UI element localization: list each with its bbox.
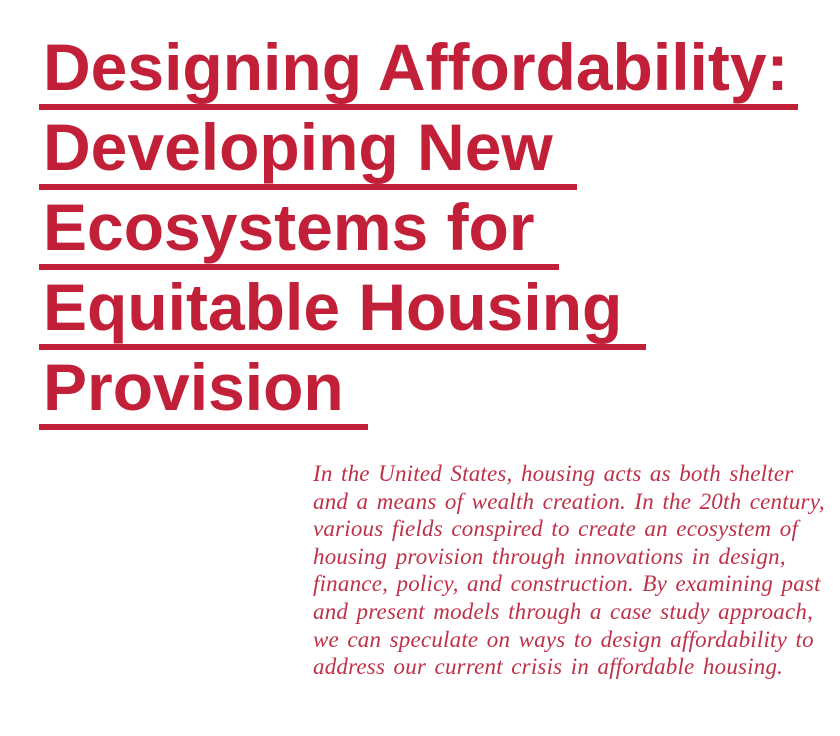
title-line-1: Designing Affordability: xyxy=(39,32,798,110)
intro-paragraph xyxy=(313,460,825,681)
paragraph-line: housing provision through innovations in design, xyxy=(313,543,786,569)
paragraph-line: various fields conspired to create an ecosystem of xyxy=(313,516,799,542)
title-line-2: Developing New xyxy=(39,112,577,190)
paragraph-line: In the United States, housing acts as both shelter xyxy=(313,461,794,486)
page-title xyxy=(43,32,798,432)
paragraph-line: address our current crisis in affordable housing. xyxy=(313,654,784,680)
title-line-5: Provision xyxy=(39,352,368,430)
paragraph-line: and a means of wealth creation. In the 20th century, xyxy=(313,488,825,514)
title-line-4: Equitable Housing xyxy=(39,272,646,350)
paragraph-line: we can speculate on ways to design affordability to xyxy=(313,626,814,652)
paragraph-line: finance, policy, and construction. By examining past xyxy=(313,571,821,597)
paragraph-line: and present models through a case study approach, xyxy=(313,598,814,624)
title-line-3: Ecosystems for xyxy=(39,192,559,270)
